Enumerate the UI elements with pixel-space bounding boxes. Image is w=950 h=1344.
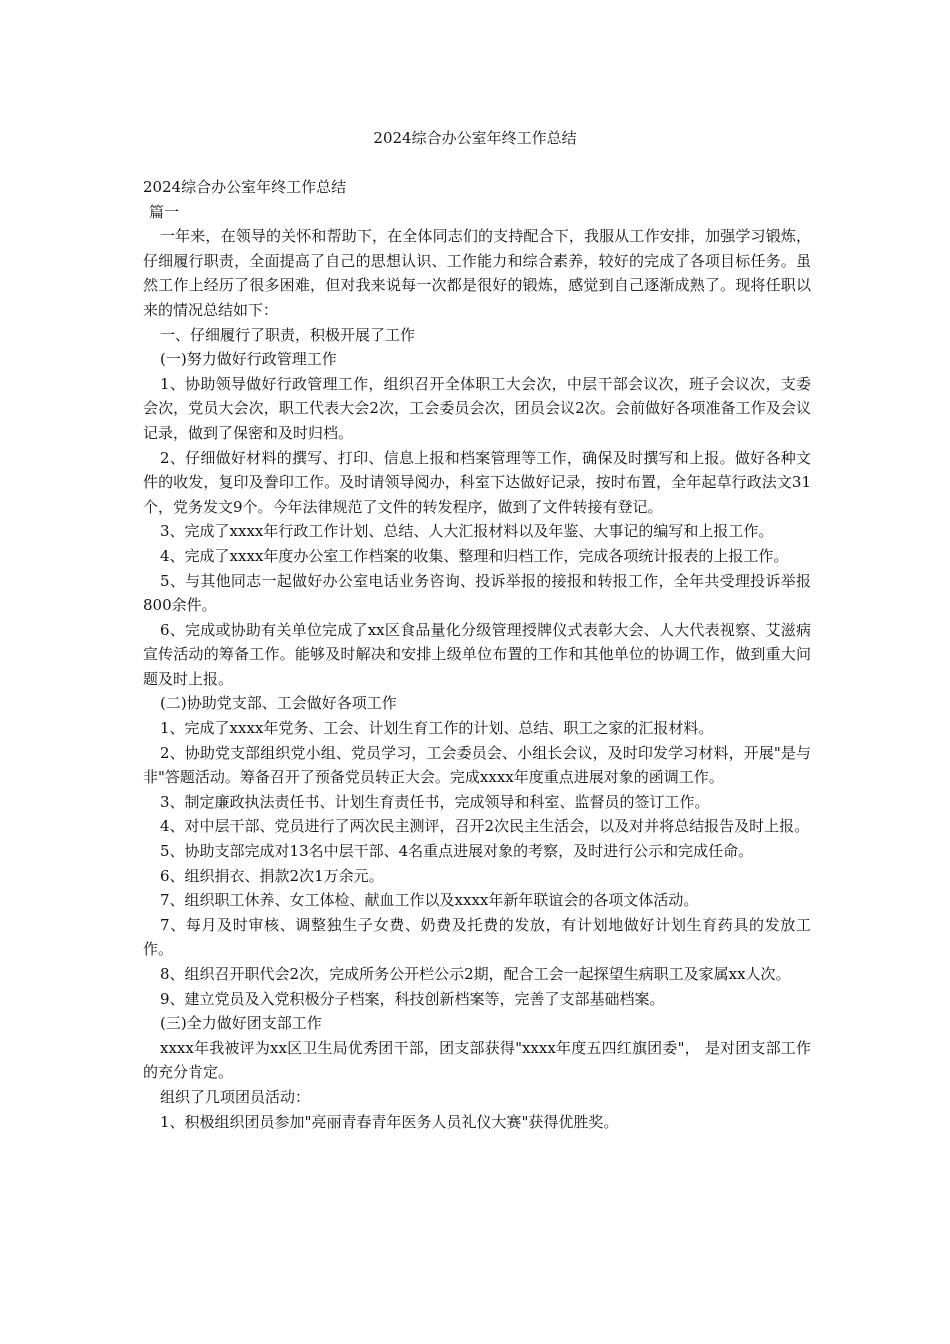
paragraph: 6、组织捐衣、捐款2次1万余元。 — [160, 866, 384, 885]
subsection-heading: (一)努力做好行政管理工作 — [160, 350, 337, 369]
paragraph: 7、每月及时审核、调整独生子女费、奶费及托费的发放，有计划地做好计划生育药具的发放工作。 — [143, 915, 811, 959]
paragraph: 4、完成了xxxx年度办公室工作档案的收集、整理和归档工作，完成各项统计报表的上报工作。 — [160, 546, 789, 565]
paragraph: 5、与其他同志一起做好办公室电话业务咨询、投诉举报的接报和转报工作，全年共受理投诉举报800余件。 — [143, 571, 811, 615]
document-heading: 2024综合办公室年终工作总结 — [143, 178, 347, 196]
paragraph: 3、完成了xxxx年行政工作计划、总结、人大汇报材料以及年鉴、大事记的编写和上报工作。 — [160, 522, 774, 541]
paragraph: 2、仔细做好材料的撰写、打印、信息上报和档案管理等工作，确保及时撰写和上报。做好各种文件的收发，复印及誊印工作。及时请领导阅办，科室下达做好记录，按时布置，全年起草行政法文31个，党务发文9个。今年法律规范了文件的转发程序，做到了文件转接有登记。 — [143, 448, 811, 516]
paragraph: 组织了几项团员活动： — [160, 1087, 311, 1106]
paragraph: 3、制定廉政执法责任书、计划生育责任书，完成领导和科室、监督员的签订工作。 — [160, 792, 710, 811]
paragraph: 1、积极组织团员参加"亮丽青春青年医务人员礼仪大赛"获得优胜奖。 — [160, 1112, 619, 1131]
subsection-heading: (二)协助党支部、工会做好各项工作 — [160, 694, 397, 713]
paragraph: 1、完成了xxxx年党务、工会、计划生育工作的计划、总结、职工之家的汇报材料。 — [160, 719, 714, 738]
paragraph: 一年来，在领导的关怀和帮助下，在全体同志们的支持配合下，我服从工作安排，加强学习锻炼，仔细履行职责，全面提高了自己的思想认识、工作能力和综合素养，较好的完成了各项目标任务。虽然工作上经历了很多困难，但对我来说每一次都是很好的锻炼，感觉到自己逐渐成熟了。现将任职以来的情况总结如下： — [143, 227, 811, 319]
paragraph: 6、完成或协助有关单位完成了xx区食品量化分级管理授牌仪式表彰大会、人大代表视察、艾滋病宣传活动的筹备工作。能够及时解决和安排上级单位布置的工作和其他单位的协调工作，做到重大问题及时上报。 — [143, 620, 811, 688]
paragraph: 2、协助党支部组织党小组、党员学习，工会委员会、小组长会议，及时印发学习材料，开展"是与非"答题活动。筹备召开了预备党员转正大会。完成xxxx年度重点进展对象的函调工作。 — [143, 743, 811, 787]
paragraph: xxxx年我被评为xx区卫生局优秀团干部，团支部获得"xxxx年度五四红旗团委"， 是对团支部工作的充分肯定。 — [143, 1038, 811, 1082]
document-body — [143, 175, 811, 1134]
section-label: 篇一 — [149, 202, 180, 221]
paragraph: 8、组织召开职代会2次，完成所务公开栏公示2期，配合工会一起探望生病职工及家属xx人次。 — [160, 965, 791, 983]
paragraph: 9、建立党员及入党积极分子档案，科技创新档案等，完善了支部基础档案。 — [160, 989, 665, 1008]
document-title: 2024综合办公室年终工作总结 — [373, 129, 577, 147]
paragraph: 4、对中层干部、党员进行了两次民主测评，召开2次民主生活会，以及对并将总结报告及时上报。 — [160, 817, 810, 836]
paragraph: 7、组织职工休养、女工体检、献血工作以及xxxx年新年联谊会的各项文体活动。 — [160, 891, 699, 910]
subsection-heading: (三)全力做好团支部工作 — [160, 1014, 322, 1033]
paragraph: 5、协助支部完成对13名中层干部、4名重点进展对象的考察，及时进行公示和完成任命。 — [160, 842, 754, 861]
paragraph: 1、协助领导做好行政管理工作，组织召开全体职工大会次，中层干部会议次，班子会议次，支委会次，党员大会次，职工代表大会2次，工会委员会次，团员会议2次。会前做好各项准备工作及会议记录，做到了保密和及时归档。 — [143, 374, 811, 442]
section-heading: 一、仔细履行了职责，积极开展了工作 — [160, 325, 416, 344]
